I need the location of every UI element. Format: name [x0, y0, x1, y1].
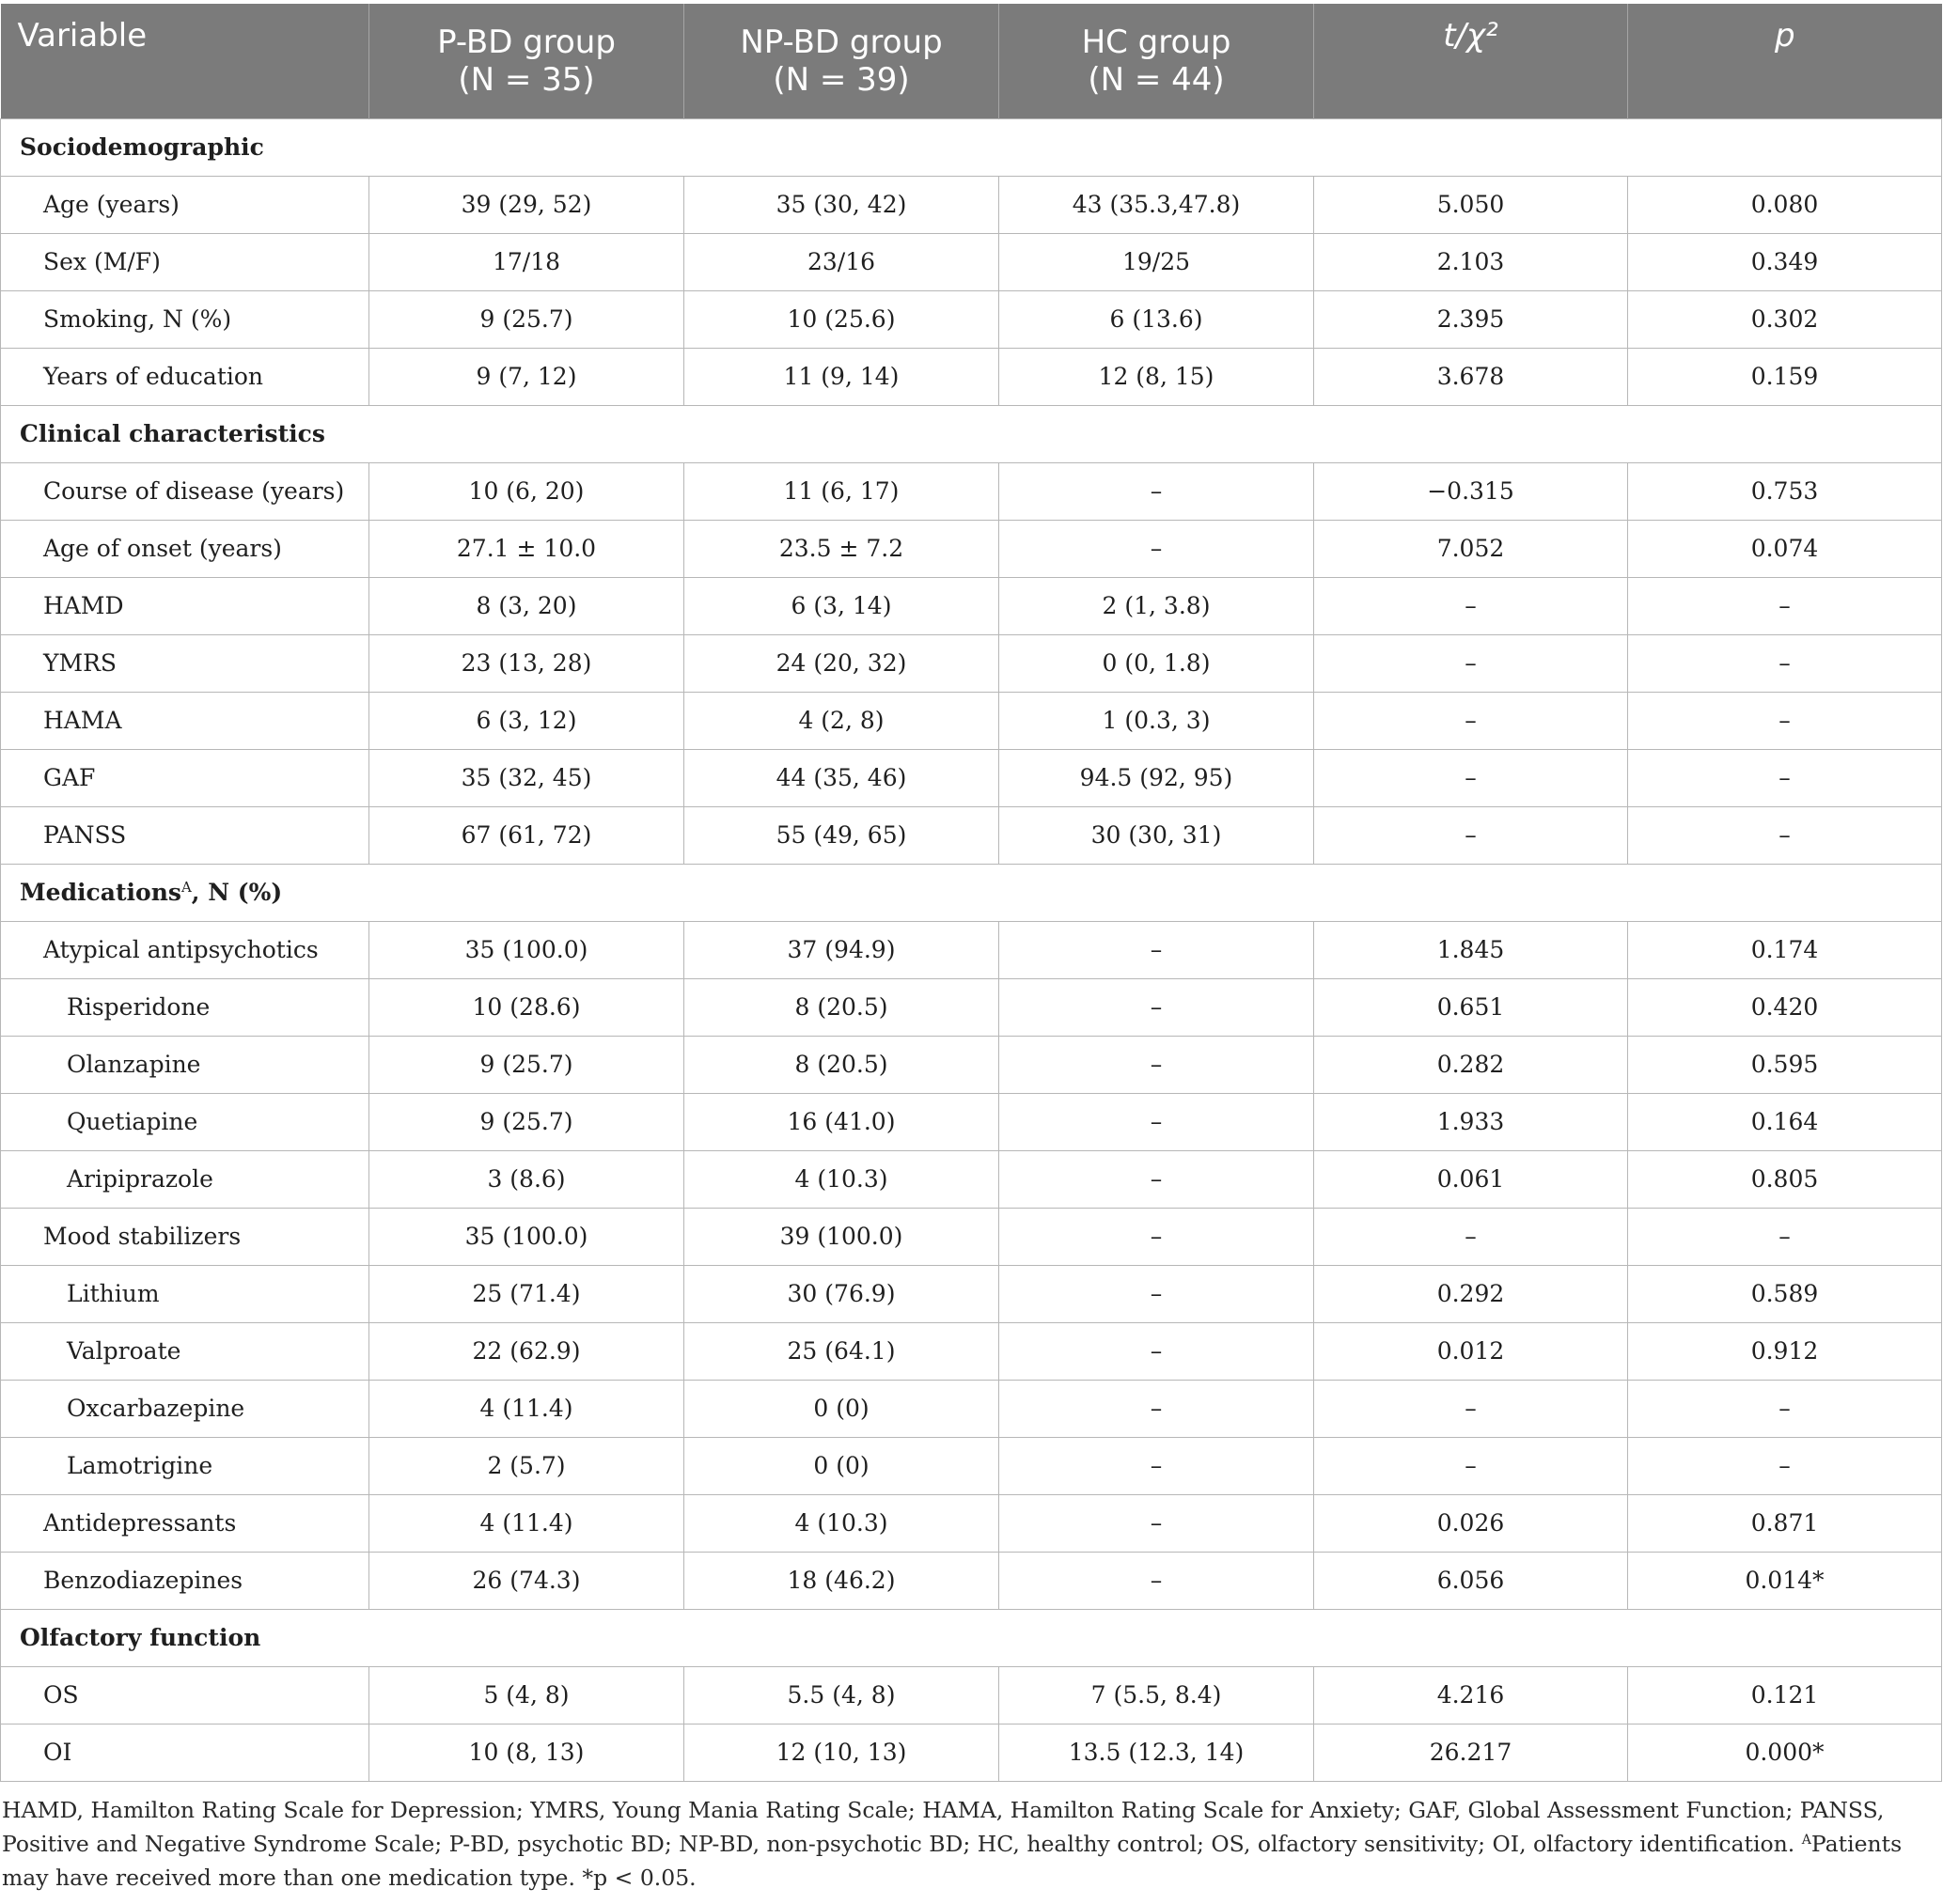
cell-stat: 1.933 — [1314, 1094, 1628, 1151]
table-row — [1, 291, 1942, 349]
header-pbd-group — [369, 4, 684, 119]
table-row — [1, 1553, 1942, 1610]
cell-variable: Mood stabilizers — [1, 1209, 369, 1266]
table-row — [1, 1094, 1942, 1151]
cell-hc: – — [999, 1209, 1314, 1266]
cell-hc: – — [999, 1495, 1314, 1553]
cell-p: 0.174 — [1628, 922, 1942, 979]
cell-hc: 19/25 — [999, 234, 1314, 291]
cell-hc: 13.5 (12.3, 14) — [999, 1725, 1314, 1782]
cell-variable: YMRS — [1, 635, 369, 693]
cell-variable: Age of onset (years) — [1, 521, 369, 578]
cell-p: 0.805 — [1628, 1151, 1942, 1209]
cell-variable: Lamotrigine — [1, 1438, 369, 1495]
table-row — [1, 807, 1942, 865]
cell-pbd: 10 (28.6) — [369, 979, 684, 1037]
cell-pbd: 9 (25.7) — [369, 1094, 684, 1151]
cell-variable: Olanzapine — [1, 1037, 369, 1094]
cell-p: 0.302 — [1628, 291, 1942, 349]
cell-stat: – — [1314, 750, 1628, 807]
cell-pbd: 39 (29, 52) — [369, 177, 684, 234]
section-row — [1, 119, 1942, 177]
cell-variable: Valproate — [1, 1323, 369, 1381]
cell-variable: Benzodiazepines — [1, 1553, 369, 1610]
cell-pbd: 9 (25.7) — [369, 291, 684, 349]
section-row — [1, 406, 1942, 463]
section-title — [1, 1610, 1942, 1667]
cell-stat: 5.050 — [1314, 177, 1628, 234]
cell-npbd: 24 (20, 32) — [684, 635, 999, 693]
cell-variable: OI — [1, 1725, 369, 1782]
cell-pbd: 4 (11.4) — [369, 1495, 684, 1553]
cell-pbd: 35 (32, 45) — [369, 750, 684, 807]
table-row — [1, 1037, 1942, 1094]
cell-variable: GAF — [1, 750, 369, 807]
cell-hc: – — [999, 463, 1314, 521]
cell-npbd: 8 (20.5) — [684, 1037, 999, 1094]
table-body — [1, 119, 1942, 1782]
footnote-a-note: Patients may have received more than one medication type. — [2, 1831, 1903, 1891]
table-header — [1, 4, 1942, 119]
cell-npbd: 4 (2, 8) — [684, 693, 999, 750]
cell-npbd: 4 (10.3) — [684, 1495, 999, 1553]
cell-stat: 1.845 — [1314, 922, 1628, 979]
cell-stat: – — [1314, 1381, 1628, 1438]
cell-variable: Aripiprazole — [1, 1151, 369, 1209]
cell-variable: Sex (M/F) — [1, 234, 369, 291]
cell-p: – — [1628, 1381, 1942, 1438]
cell-hc: 43 (35.3,47.8) — [999, 177, 1314, 234]
cell-p: – — [1628, 693, 1942, 750]
header-hc-name: HC group — [1081, 23, 1231, 61]
cell-hc: 12 (8, 15) — [999, 349, 1314, 406]
table-row — [1, 1495, 1942, 1553]
cell-pbd: 10 (6, 20) — [369, 463, 684, 521]
footnote-significance: *p < 0.05. — [582, 1865, 697, 1891]
cell-stat: 6.056 — [1314, 1553, 1628, 1610]
cell-stat: 4.216 — [1314, 1667, 1628, 1725]
table-row — [1, 1323, 1942, 1381]
cell-pbd: 23 (13, 28) — [369, 635, 684, 693]
cell-variable: Smoking, N (%) — [1, 291, 369, 349]
cell-stat: 2.395 — [1314, 291, 1628, 349]
cell-npbd: 11 (6, 17) — [684, 463, 999, 521]
table-footnote — [2, 1793, 1929, 1895]
cell-hc: – — [999, 1037, 1314, 1094]
cell-stat: – — [1314, 807, 1628, 865]
cell-variable: HAMD — [1, 578, 369, 635]
cell-npbd: 12 (10, 13) — [684, 1725, 999, 1782]
cell-pbd: 4 (11.4) — [369, 1381, 684, 1438]
table-row — [1, 693, 1942, 750]
cell-p: – — [1628, 578, 1942, 635]
cell-p: 0.753 — [1628, 463, 1942, 521]
cell-variable: PANSS — [1, 807, 369, 865]
cell-stat: 0.651 — [1314, 979, 1628, 1037]
section-title-text: Medications — [20, 879, 181, 906]
table-row — [1, 1667, 1942, 1725]
cell-p: 0.349 — [1628, 234, 1942, 291]
cell-stat: 7.052 — [1314, 521, 1628, 578]
cell-npbd: 44 (35, 46) — [684, 750, 999, 807]
cell-variable: HAMA — [1, 693, 369, 750]
cell-hc: 6 (13.6) — [999, 291, 1314, 349]
cell-hc: – — [999, 922, 1314, 979]
cell-hc: 7 (5.5, 8.4) — [999, 1667, 1314, 1725]
table-row — [1, 234, 1942, 291]
cell-npbd: 23.5 ± 7.2 — [684, 521, 999, 578]
cell-p: – — [1628, 635, 1942, 693]
table-row — [1, 1151, 1942, 1209]
cell-stat: – — [1314, 693, 1628, 750]
header-npbd-name: NP-BD group — [740, 23, 943, 61]
header-hc-n: (N = 44) — [1088, 61, 1225, 99]
cell-hc: – — [999, 1094, 1314, 1151]
cell-stat: 2.103 — [1314, 234, 1628, 291]
header-pbd-n: (N = 35) — [458, 61, 595, 99]
section-title — [1, 865, 1942, 922]
cell-pbd: 22 (62.9) — [369, 1323, 684, 1381]
header-stat-label: t/χ² — [1443, 17, 1498, 55]
cell-hc: 2 (1, 3.8) — [999, 578, 1314, 635]
cell-npbd: 6 (3, 14) — [684, 578, 999, 635]
cell-pbd: 9 (25.7) — [369, 1037, 684, 1094]
cell-pbd: 3 (8.6) — [369, 1151, 684, 1209]
section-title-text: Clinical characteristics — [20, 420, 325, 447]
data-table — [0, 4, 1942, 1782]
cell-pbd: 2 (5.7) — [369, 1438, 684, 1495]
cell-stat: – — [1314, 635, 1628, 693]
cell-hc: – — [999, 979, 1314, 1037]
table-row — [1, 922, 1942, 979]
table-row — [1, 1725, 1942, 1782]
table-row — [1, 1438, 1942, 1495]
cell-npbd: 55 (49, 65) — [684, 807, 999, 865]
cell-variable: Atypical antipsychotics — [1, 922, 369, 979]
cell-npbd: 35 (30, 42) — [684, 177, 999, 234]
section-title-text: Olfactory function — [20, 1624, 261, 1651]
cell-hc: – — [999, 521, 1314, 578]
cell-p: 0.074 — [1628, 521, 1942, 578]
header-hc-group — [999, 4, 1314, 119]
header-npbd-group — [684, 4, 999, 119]
cell-pbd: 8 (3, 20) — [369, 578, 684, 635]
cell-stat: 0.012 — [1314, 1323, 1628, 1381]
cell-pbd: 25 (71.4) — [369, 1266, 684, 1323]
header-npbd-n: (N = 39) — [773, 61, 910, 99]
cell-variable: Risperidone — [1, 979, 369, 1037]
header-p-label: p — [1774, 17, 1795, 55]
cell-npbd: 5.5 (4, 8) — [684, 1667, 999, 1725]
cell-p: 0.589 — [1628, 1266, 1942, 1323]
cell-p: – — [1628, 807, 1942, 865]
cell-npbd: 18 (46.2) — [684, 1553, 999, 1610]
cell-stat: – — [1314, 1209, 1628, 1266]
cell-hc: 1 (0.3, 3) — [999, 693, 1314, 750]
cell-npbd: 0 (0) — [684, 1438, 999, 1495]
section-row — [1, 1610, 1942, 1667]
table-row — [1, 979, 1942, 1037]
table-row — [1, 463, 1942, 521]
cell-hc: 94.5 (92, 95) — [999, 750, 1314, 807]
cell-npbd: 8 (20.5) — [684, 979, 999, 1037]
cell-npbd: 10 (25.6) — [684, 291, 999, 349]
cell-stat: 26.217 — [1314, 1725, 1628, 1782]
footnote-abbreviations: HAMD, Hamilton Rating Scale for Depression; YMRS, Young Mania Rating Scale; HAMA, Hamilton Rating Scale for Anxiety; GAF, Global Assessment Function; PANSS, Positive and Negative Syndrome Scale; P-BD, psychotic BD; NP-BD, non-psychotic BD; HC, healthy control; OS, olfactory sensitivity; OI, olfactory identification. — [2, 1797, 1885, 1857]
cell-variable: Years of education — [1, 349, 369, 406]
cell-p: 0.121 — [1628, 1667, 1942, 1725]
cell-npbd: 0 (0) — [684, 1381, 999, 1438]
section-title-sup: A — [180, 879, 192, 896]
table-row — [1, 1266, 1942, 1323]
table-row — [1, 578, 1942, 635]
cell-stat: 0.282 — [1314, 1037, 1628, 1094]
cell-hc: – — [999, 1438, 1314, 1495]
cell-npbd: 4 (10.3) — [684, 1151, 999, 1209]
header-row — [1, 4, 1942, 119]
cell-stat: −0.315 — [1314, 463, 1628, 521]
cell-npbd: 30 (76.9) — [684, 1266, 999, 1323]
cell-p: 0.080 — [1628, 177, 1942, 234]
cell-hc: – — [999, 1266, 1314, 1323]
cell-pbd: 35 (100.0) — [369, 922, 684, 979]
cell-stat: 0.061 — [1314, 1151, 1628, 1209]
cell-npbd: 11 (9, 14) — [684, 349, 999, 406]
cell-npbd: 39 (100.0) — [684, 1209, 999, 1266]
cell-variable: Quetiapine — [1, 1094, 369, 1151]
cell-stat: – — [1314, 578, 1628, 635]
footnote-a-marker: A — [1801, 1833, 1811, 1848]
cell-hc: 0 (0, 1.8) — [999, 635, 1314, 693]
cell-p: 0.595 — [1628, 1037, 1942, 1094]
cell-p: – — [1628, 1209, 1942, 1266]
cell-pbd: 6 (3, 12) — [369, 693, 684, 750]
table-row — [1, 750, 1942, 807]
cell-variable: Oxcarbazepine — [1, 1381, 369, 1438]
table-container — [0, 4, 1943, 1895]
cell-stat: 0.026 — [1314, 1495, 1628, 1553]
cell-stat: – — [1314, 1438, 1628, 1495]
cell-variable: OS — [1, 1667, 369, 1725]
cell-p: – — [1628, 1438, 1942, 1495]
cell-pbd: 17/18 — [369, 234, 684, 291]
cell-variable: Age (years) — [1, 177, 369, 234]
cell-p: 0.871 — [1628, 1495, 1942, 1553]
section-title — [1, 406, 1942, 463]
cell-p: – — [1628, 750, 1942, 807]
table-row — [1, 1209, 1942, 1266]
cell-pbd: 5 (4, 8) — [369, 1667, 684, 1725]
section-title-text: Sociodemographic — [20, 133, 264, 161]
cell-npbd: 23/16 — [684, 234, 999, 291]
header-variable: Variable — [1, 4, 369, 119]
cell-stat: 0.292 — [1314, 1266, 1628, 1323]
cell-pbd: 10 (8, 13) — [369, 1725, 684, 1782]
cell-npbd: 25 (64.1) — [684, 1323, 999, 1381]
header-pbd-name: P-BD group — [437, 23, 616, 61]
cell-pbd: 26 (74.3) — [369, 1553, 684, 1610]
table-row — [1, 635, 1942, 693]
cell-p: 0.159 — [1628, 349, 1942, 406]
table-row — [1, 521, 1942, 578]
table-row — [1, 349, 1942, 406]
cell-hc: – — [999, 1381, 1314, 1438]
cell-p: 0.420 — [1628, 979, 1942, 1037]
cell-hc: – — [999, 1553, 1314, 1610]
cell-stat: 3.678 — [1314, 349, 1628, 406]
cell-variable: Course of disease (years) — [1, 463, 369, 521]
cell-p: 0.014* — [1628, 1553, 1942, 1610]
cell-hc: – — [999, 1323, 1314, 1381]
cell-pbd: 35 (100.0) — [369, 1209, 684, 1266]
cell-p: 0.164 — [1628, 1094, 1942, 1151]
cell-variable: Lithium — [1, 1266, 369, 1323]
cell-pbd: 27.1 ± 10.0 — [369, 521, 684, 578]
cell-pbd: 9 (7, 12) — [369, 349, 684, 406]
cell-npbd: 16 (41.0) — [684, 1094, 999, 1151]
header-p — [1628, 4, 1942, 119]
cell-variable: Antidepressants — [1, 1495, 369, 1553]
section-title — [1, 119, 1942, 177]
cell-npbd: 37 (94.9) — [684, 922, 999, 979]
cell-pbd: 67 (61, 72) — [369, 807, 684, 865]
section-row — [1, 865, 1942, 922]
cell-hc: – — [999, 1151, 1314, 1209]
cell-p: 0.000* — [1628, 1725, 1942, 1782]
table-row — [1, 177, 1942, 234]
cell-hc: 30 (30, 31) — [999, 807, 1314, 865]
table-row — [1, 1381, 1942, 1438]
cell-p: 0.912 — [1628, 1323, 1942, 1381]
header-stat — [1314, 4, 1628, 119]
section-title-suffix: , N (%) — [191, 879, 283, 906]
